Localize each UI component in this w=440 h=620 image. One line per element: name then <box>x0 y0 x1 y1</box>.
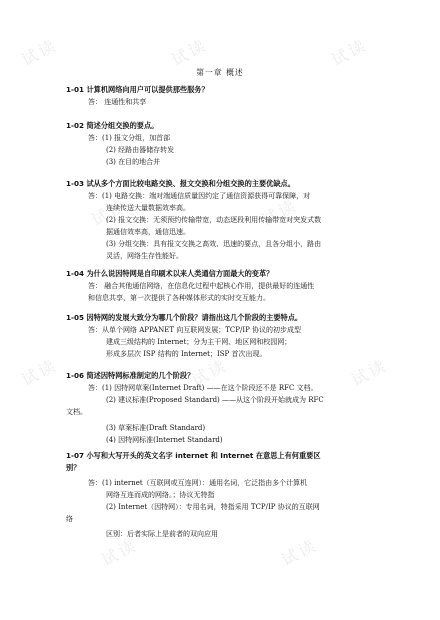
answer-line: (3) 在目的地合并 <box>106 158 161 166</box>
question-heading: 1-07 小写和大写开头的英文名字 internet 和 Internet 在意思上有何重要区 <box>66 451 321 460</box>
answer-line: (4) 因特网标准(Internet Standard) <box>106 436 223 444</box>
answer-line: 文档。 <box>66 408 87 416</box>
answer-line: 答： 融合其他通信网络，在信息化过程中起核心作用，提供最好的连通性 <box>88 282 315 290</box>
watermark: 试读 <box>168 35 211 70</box>
question-heading: 1-06 简述因特网标准制定的几个阶段？ <box>66 371 195 380</box>
answer-line: 据通信效率高，通信迅速。 <box>106 228 190 236</box>
answer-line: 络 <box>66 515 73 523</box>
question-heading: 1-03 试从多个方面比较电路交换、报文交换和分组交换的主要优缺点。 <box>66 179 295 188</box>
answer-line: 答：从单个网络 APPANET 向互联网发展；TCP/IP 协议的初步成型 <box>88 326 302 334</box>
question-heading: 1-02 简述分组交换的要点。 <box>66 121 159 130</box>
answer-line: 答：(1) 因特网草案(Internet Draft) ——在这个阶段还不是 RFC 文档。 <box>88 384 318 392</box>
question-heading-cont: 别？ <box>66 463 81 472</box>
question-heading: 1-01 计算机网络向用户可以提供那些服务？ <box>66 85 209 94</box>
watermark: 试读 <box>88 195 131 230</box>
answer-line: 网络互连而成的网络。；协议无特指 <box>106 491 215 499</box>
watermark: 试读 <box>278 535 321 570</box>
answer-line: 灵活，网络生存性能好。 <box>106 252 183 260</box>
answer-line: 答： 连通性和共享 <box>88 98 147 106</box>
answer-line: 答：(1) 电路交换：端对端通信质量因约定了通信资源获得可靠保障，对 <box>88 192 311 200</box>
section-1-07 <box>66 450 386 540</box>
answer-line: (2) 建议标准(Proposed Standard) ——从这个阶段开始就成为 RFC <box>106 396 324 404</box>
answer-line: 答：(1) internet（互联网或互连网）：通用名词，它泛指由多个计算机 <box>88 479 308 487</box>
answer-line: 答：(1) 报文分组，加首部 <box>88 134 171 142</box>
watermark: 试读 <box>348 355 391 390</box>
section-1-02 <box>66 120 386 168</box>
answer-line: (3) 分组交换：具有报文交换之高效、迅速的要点，且各分组小，路由 <box>106 240 322 248</box>
watermark: 试读 <box>18 355 61 390</box>
answer-line: 建成三级结构的 Internet；分为主干网、地区网和校园网； <box>106 338 292 346</box>
answer-line: (2) 经路由器储存转发 <box>106 146 175 154</box>
watermark: 试读 <box>258 195 301 230</box>
answer-line: 和信息共享，第一次提供了各种媒体形式的实时交互能力。 <box>88 294 270 302</box>
section-1-05 <box>66 312 386 360</box>
answer-line: (2) Internet（因特网）：专用名词，特指采用 TCP/IP 协议的互联网 <box>106 503 320 511</box>
answer-line: (2) 报文交换：无须预约传输带宽，动态逐段利用传输带宽对突发式数 <box>106 216 322 224</box>
answer-line: (3) 草案标准(Draft Standard) <box>106 424 206 432</box>
answer-line: 区别：后者实际上是前者的双向应用 <box>106 530 218 538</box>
section-1-04 <box>66 268 386 304</box>
chapter-title: 第一章 概述 <box>196 68 244 77</box>
section-1-03 <box>66 178 386 262</box>
watermark: 试读 <box>18 35 61 70</box>
watermark: 试读 <box>98 535 141 570</box>
section-1-01 <box>66 84 386 108</box>
watermark: 试读 <box>188 355 231 390</box>
question-heading: 1-04 为什么说因特网是自印刷术以来人类通信方面最大的变革？ <box>66 269 274 278</box>
question-heading: 1-05 因特网的发展大致分为哪几个阶段？请指出这几个阶段的主要特点。 <box>66 313 303 322</box>
section-1-06 <box>66 370 386 446</box>
answer-line: 形成多层次 ISP 结构的 Internet；ISP 首次出现。 <box>106 350 267 358</box>
watermark: 试读 <box>328 35 371 70</box>
answer-line: 连续传送大量数据效率高。 <box>106 204 190 212</box>
